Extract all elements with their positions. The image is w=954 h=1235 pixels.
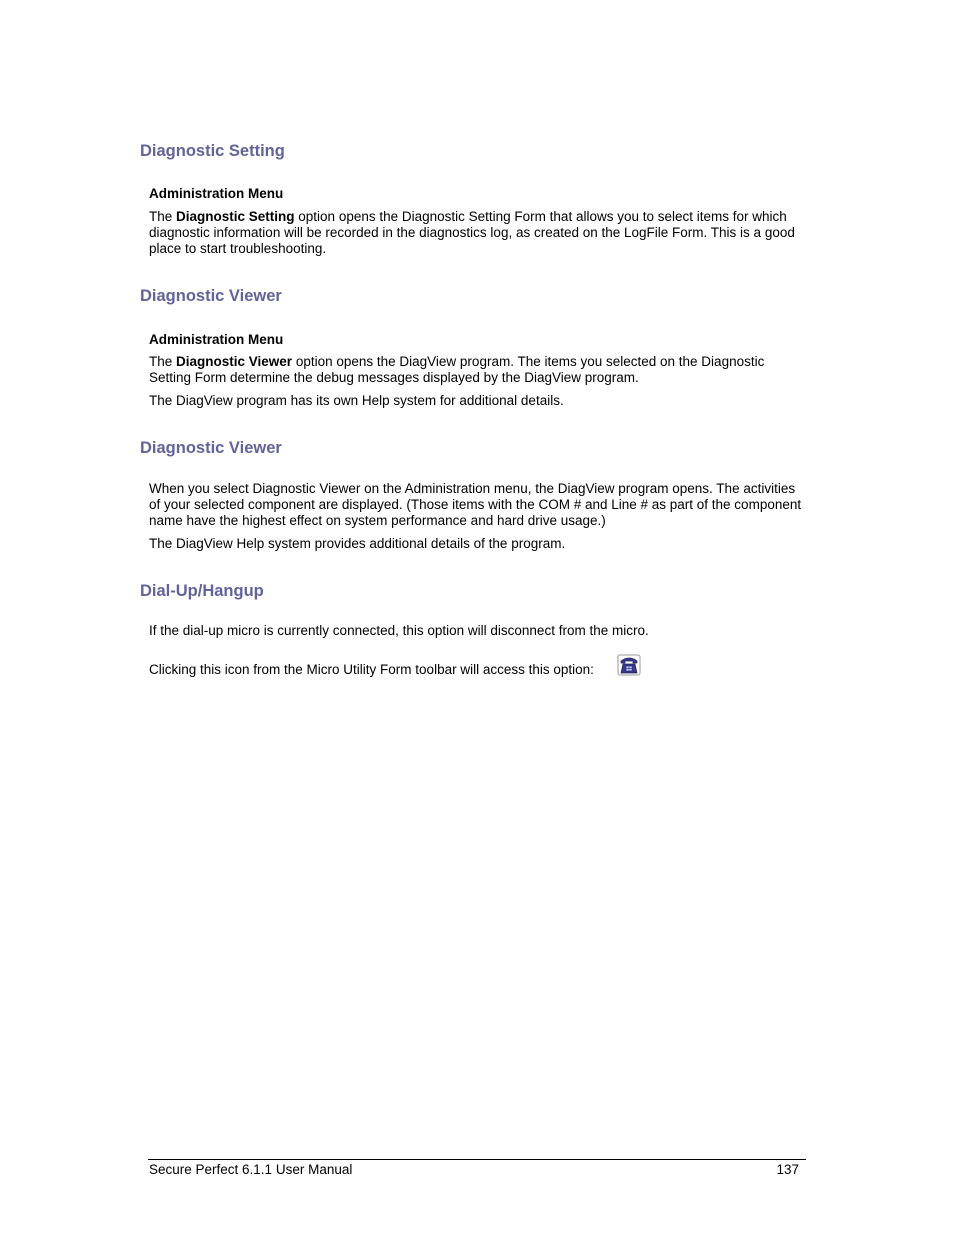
paragraph: The DiagView program has its own Help system for additional details. <box>149 393 564 408</box>
paragraph: Clicking this icon from the Micro Utility Form toolbar will access this option: <box>149 662 594 677</box>
section-heading-dial-up-hangup: Dial-Up/Hangup <box>140 582 264 600</box>
paragraph: If the dial-up micro is currently connected, this option will disconnect from the micro. <box>149 623 649 638</box>
paragraph: The Diagnostic Setting option opens the Diagnostic Setting Form that allows you to select items for which diagnostic information will be recorded in the diagnostics log, as created on the LogFile Form. This is a good place to start troubleshooting. <box>149 209 795 256</box>
footer-rule <box>148 1159 806 1160</box>
section-heading-diagnostic-setting: Diagnostic Setting <box>140 142 285 160</box>
hangup-phone-icon <box>617 654 641 676</box>
footer-page-number: 137 <box>776 1162 799 1177</box>
paragraph: The DiagView Help system provides additional details of the program. <box>149 536 566 551</box>
section-heading-diagnostic-viewer-2: Diagnostic Viewer <box>140 439 282 457</box>
footer-manual-title: Secure Perfect 6.1.1 User Manual <box>149 1162 353 1177</box>
section-heading-diagnostic-viewer: Diagnostic Viewer <box>140 287 282 305</box>
paragraph: The Diagnostic Viewer option opens the DiagView program. The items you selected on the Diagnostic Setting Form determine the debug messages displayed by the DiagView program. <box>149 354 765 385</box>
menu-label: Administration Menu <box>149 186 284 201</box>
menu-label: Administration Menu <box>149 332 284 347</box>
paragraph: When you select Diagnostic Viewer on the Administration menu, the DiagView program opens. The activities of your selected component are displayed. (Those items with the COM # and Line # as part of the component name have the highest effect on system performance and hard drive usage.) <box>149 481 802 528</box>
